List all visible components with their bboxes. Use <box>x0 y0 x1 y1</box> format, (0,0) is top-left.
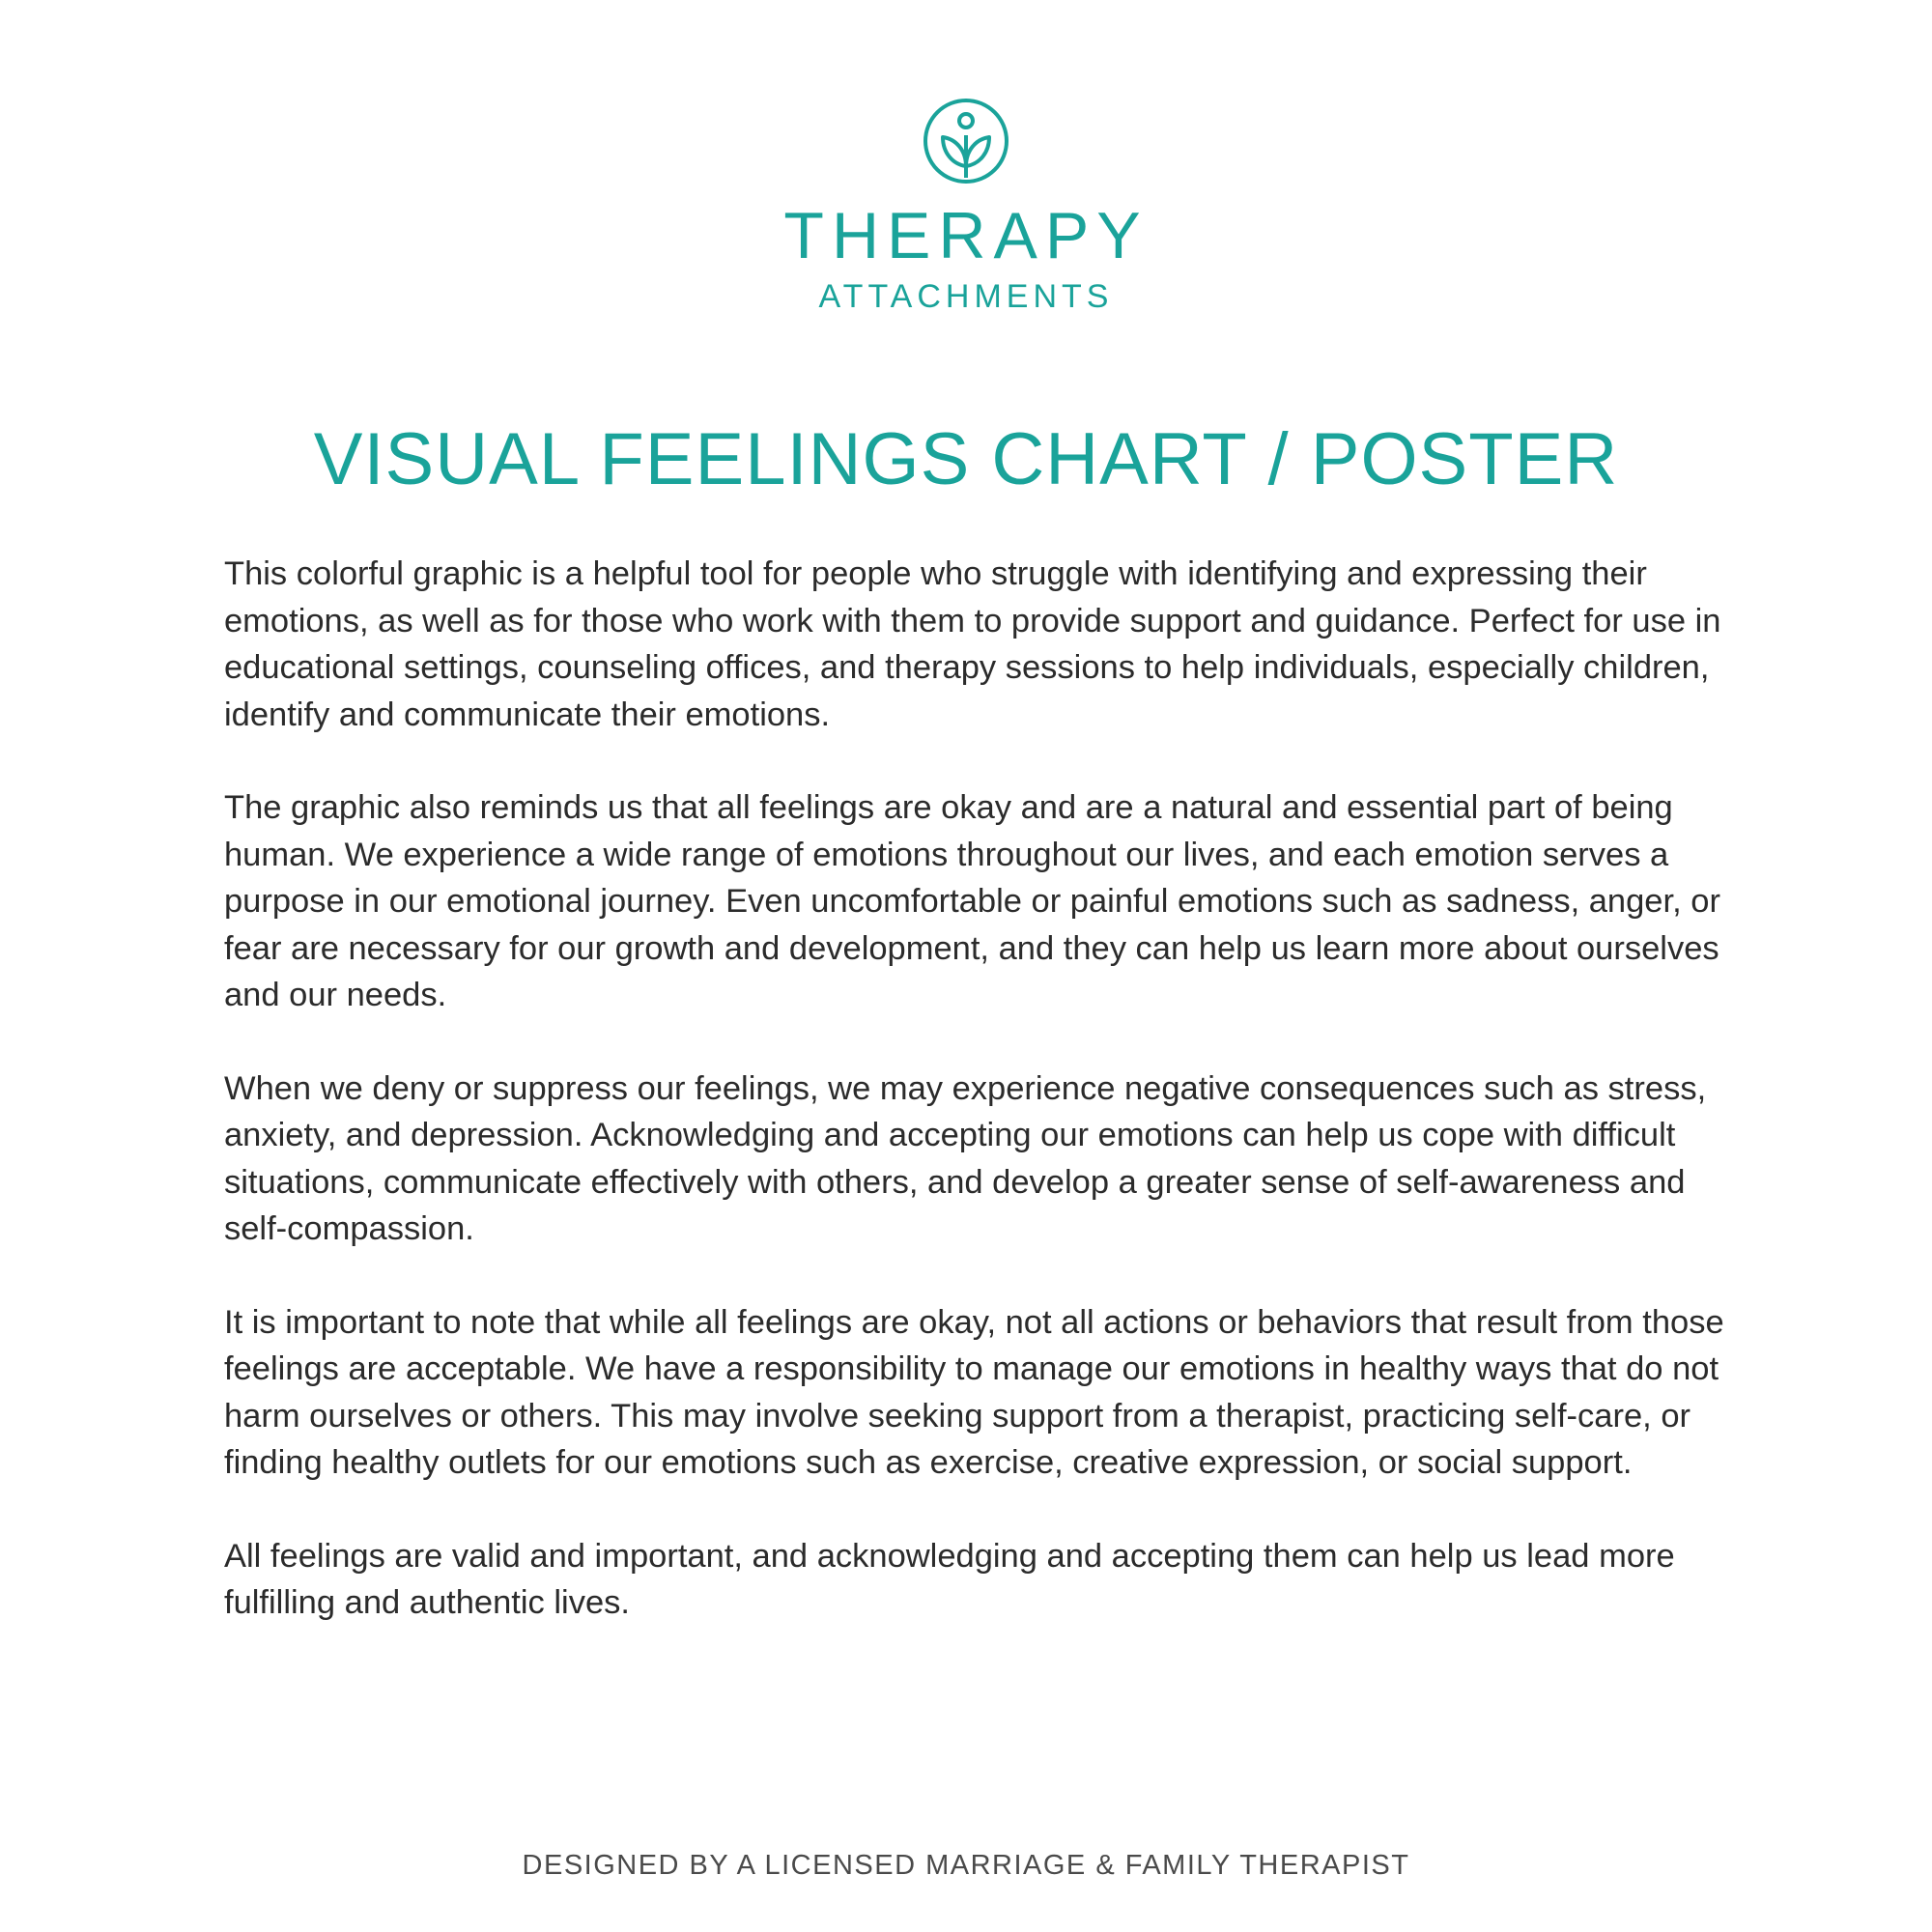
paragraph: All feelings are valid and important, and acknowledging and accepting them can help us lead more fulfilling and authentic lives. <box>224 1537 1675 1621</box>
paragraph: The graphic also reminds us that all feelings are okay and are a natural and essential part of being human. We experience a wide range of emotions throughout our lives, and each emotion serves a purpose in our emotional journey. Even uncomfortable or painful emotions such as sadness, anger, or fear are necessary for our growth and development, and they can help us learn more about ourselves and our needs. <box>224 789 1720 1013</box>
body-text <box>224 551 1731 1673</box>
brand-subtitle: ATTACHMENTS <box>818 278 1114 315</box>
paragraph: It is important to note that while all feelings are okay, not all actions or behaviors that result from those feelings are acceptable. We have a responsibility to manage our emotions in healthy ways that do not harm ourselves or others. This may involve seeking support from a therapist, practicing self-care, or finding healthy outlets for our emotions such as exercise, creative expression, or social support. <box>224 1303 1724 1481</box>
footer-credit: DESIGNED BY A LICENSED MARRIAGE & FAMILY THERAPIST <box>522 1850 1410 1881</box>
paragraph: When we deny or suppress our feelings, we may experience negative consequences such as stress, anxiety, and depression. Acknowledging and accepting our emotions can help us cope with difficult situations, communicate effectively with others, and develop a greater sense of self-awareness and self-compassion. <box>224 1069 1707 1247</box>
brand-name: THERAPY <box>783 199 1149 272</box>
person-leaves-circle-icon <box>922 97 1010 185</box>
paragraph: This colorful graphic is a helpful tool for people who struggle with identifying and expressing their emotions, as well as for those who work with them to provide support and guidance. Perfect for use in educational settings, counseling offices, and therapy sessions to help individuals, especially children, identify and communicate their emotions. <box>224 555 1721 733</box>
brand-logo <box>0 97 1932 313</box>
page-title: VISUAL FEELINGS CHART / POSTER <box>313 418 1619 500</box>
